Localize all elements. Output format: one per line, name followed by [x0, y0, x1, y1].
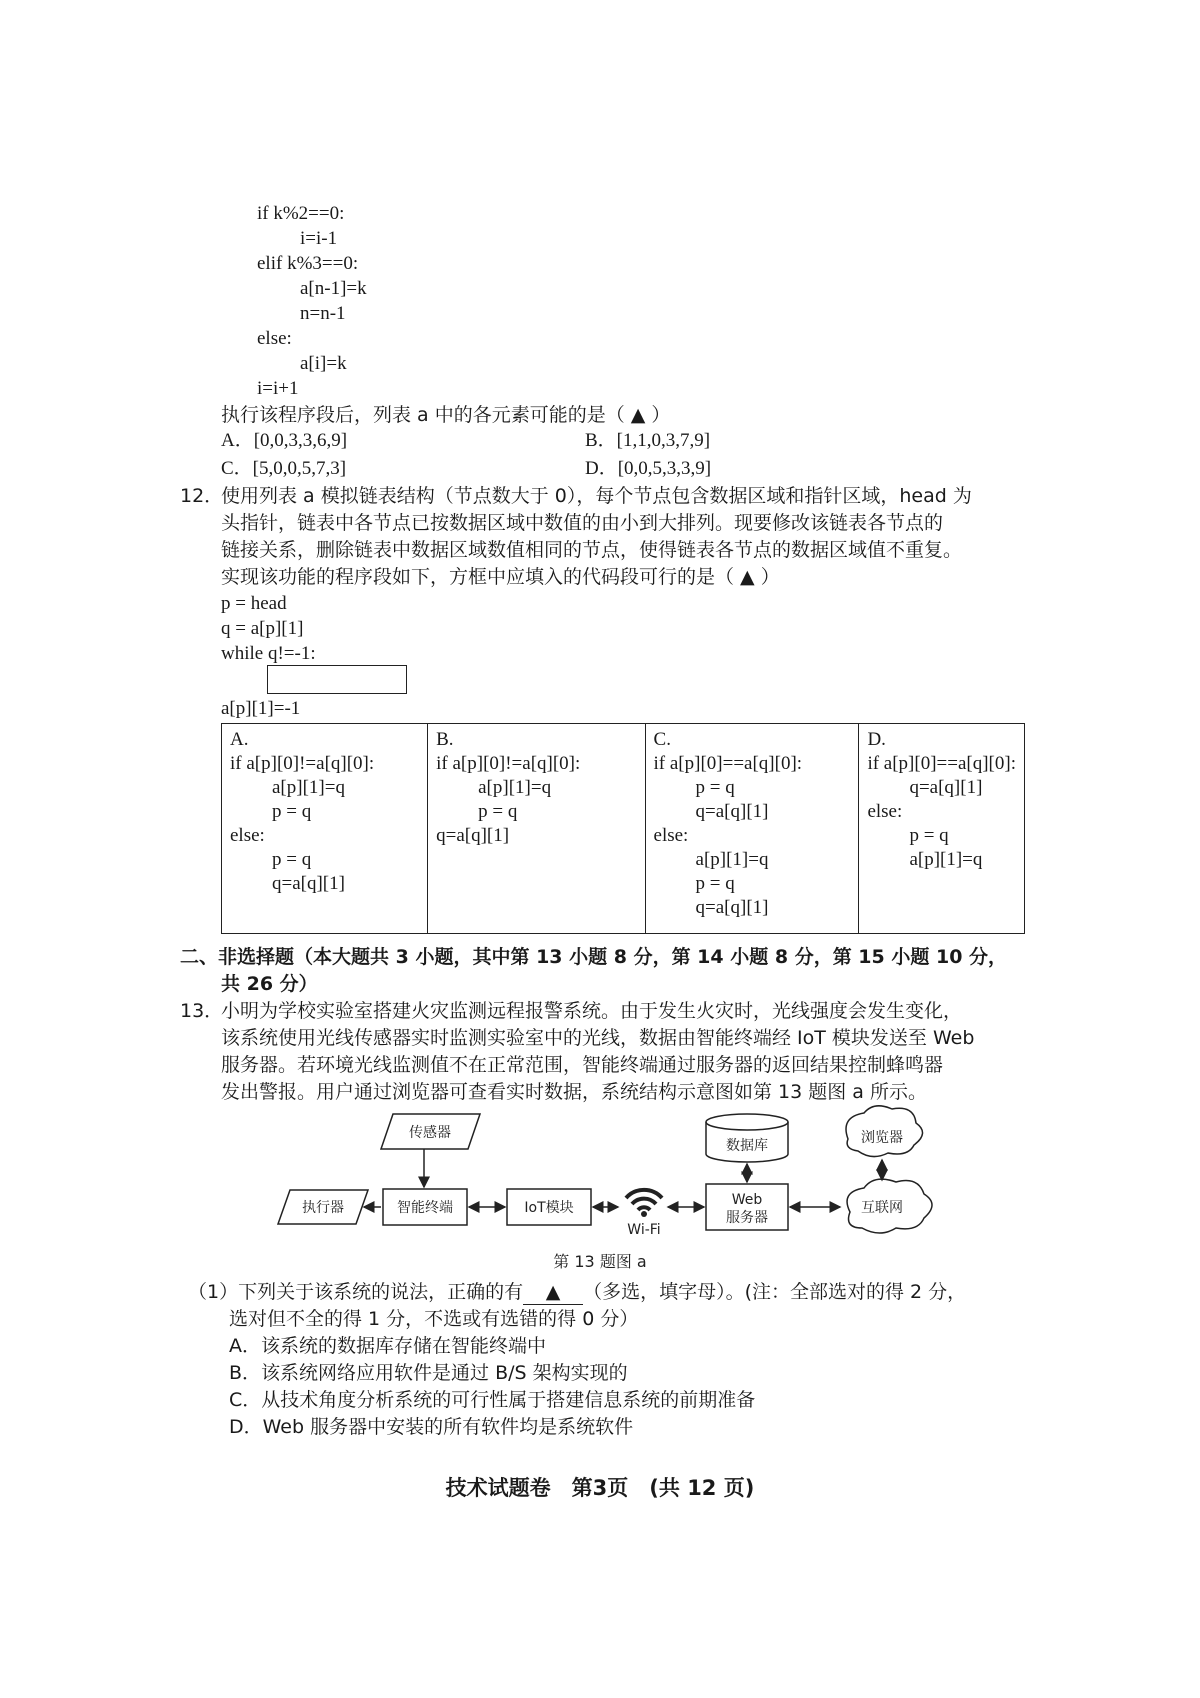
q11-code-line: i=i+1	[257, 378, 299, 399]
wifi-label: Wi-Fi	[627, 1222, 661, 1238]
q13-sub1-text: （1）下列关于该系统的说法，正确的有	[188, 1281, 524, 1303]
q12-code-line: a[p][1]=-1	[221, 698, 301, 719]
q13-stem-line: 服务器。若环境光线监测值不在正常范围，智能终端通过服务器的返回结果控制蜂鸣器	[221, 1054, 944, 1076]
sensor-label: 传感器	[409, 1125, 451, 1141]
q12-option-line: p = q	[272, 849, 312, 870]
q12-option-line: else:	[653, 825, 689, 846]
q12-option-line: p = q	[695, 873, 735, 894]
q12-option-line: p = q	[478, 801, 518, 822]
q11-code-line: a[n-1]=k	[300, 278, 367, 299]
q12-option-line: if a[p][0]==a[q][0]:	[867, 753, 1016, 774]
q13-stem-line: 发出警报。用户通过浏览器可查看实时数据，系统结构示意图如第 13 题图 a 所示。	[221, 1081, 927, 1103]
q12-option-line: q=a[q][1]	[695, 801, 769, 822]
q11-code-line: a[i]=k	[300, 353, 347, 374]
q11-option-c: C．[5,0,0,5,7,3]	[221, 458, 347, 479]
q13-sub1-note: 选对但不全的得 1 分，不选或有选错的得 0 分）	[229, 1308, 639, 1330]
q12-option-line: else:	[867, 801, 903, 822]
q12-option-line: a[p][1]=q	[909, 849, 983, 870]
q12-option-line: if a[p][0]!=a[q][0]:	[436, 753, 581, 774]
executor-label: 执行器	[302, 1200, 344, 1216]
q12-option-line: if a[p][0]!=a[q][0]:	[230, 753, 375, 774]
q11-code-line: elif k%3==0:	[257, 253, 359, 274]
browser-label: 浏览器	[861, 1130, 903, 1146]
q11-option-b: B．[1,1,0,3,7,9]	[585, 430, 711, 451]
q11-option-d: D．[0,0,5,3,3,9]	[585, 458, 712, 479]
q12-stem-line: 使用列表 a 模拟链表结构（节点数大于 0），每个节点包含数据区域和指针区域，head 为	[221, 485, 972, 507]
q13-number: 13．	[180, 1000, 224, 1022]
page-footer: 技术试题卷 第3页 (共 12 页)	[445, 1476, 755, 1500]
q13-sub1-blank: ▲	[523, 1280, 583, 1305]
q12-code-line: while q!=-1:	[221, 643, 316, 664]
database-label: 数据库	[726, 1138, 768, 1154]
q12-option-label: D.	[867, 729, 886, 750]
q12-option-label: A.	[230, 729, 249, 750]
q12-code-line: p = head	[221, 593, 287, 614]
q12-option-line: q=a[q][1]	[436, 825, 510, 846]
q12-option-line: q=a[q][1]	[272, 873, 345, 894]
internet-label: 互联网	[861, 1200, 903, 1216]
q11-code-line: if k%2==0:	[257, 203, 345, 224]
section-2-heading-cont: 共 26 分）	[221, 973, 318, 995]
q12-option-line: q=a[q][1]	[909, 777, 983, 798]
q13-sub1-option-b: B．该系统网络应用软件是通过 B/S 架构实现的	[229, 1362, 628, 1384]
q12-stem-line: 头指针，链表中各节点已按数据区域中数值的由小到大排列。现要修改该链表各节点的	[221, 512, 944, 534]
q12-option-label: C.	[653, 729, 671, 750]
web-server-label-line2: 服务器	[726, 1210, 768, 1226]
section-2-heading: 二、非选择题（本大题共 3 小题，其中第 13 小题 8 分，第 14 小题 8 分，第 15 小题 10 分，	[180, 946, 1008, 968]
q11-stem: 执行该程序段后，列表 a 中的各元素可能的是（ ▲ ）	[221, 404, 671, 426]
q12-code-line: q = a[p][1]	[221, 618, 304, 639]
q12-stem-line: 实现该功能的程序段如下，方框中应填入的代码段可行的是（ ▲ ）	[221, 566, 780, 588]
terminal-label: 智能终端	[397, 1200, 453, 1216]
q11-code-line: else:	[257, 328, 292, 349]
q12-stem-line: 链接关系，删除链表中数据区域数值相同的节点，使得链表各节点的数据区域值不重复。	[221, 539, 963, 561]
q12-option-line: p = q	[909, 825, 949, 846]
q11-option-a: A．[0,0,3,3,6,9]	[221, 430, 348, 451]
q12-option-line: q=a[q][1]	[695, 897, 769, 918]
q11-code-line: i=i-1	[300, 228, 338, 249]
q13-sub1-option-d: D．Web 服务器中安装的所有软件均是系统软件	[229, 1416, 634, 1438]
q13-sub1-option-c: C．从技术角度分析系统的可行性属于搭建信息系统的前期准备	[229, 1389, 756, 1411]
iot-module-label: IoT模块	[524, 1200, 574, 1216]
q12-option-line: a[p][1]=q	[478, 777, 552, 798]
q12-number: 12．	[180, 485, 224, 507]
q12-option-line: a[p][1]=q	[695, 849, 769, 870]
web-server-label-line1: Web	[731, 1192, 763, 1208]
q13-sub1-option-a: A．该系统的数据库存储在智能终端中	[229, 1335, 546, 1357]
q13-sub1-text-b: （多选，填字母）。(注：全部选对的得 2 分，	[583, 1281, 967, 1303]
q12-option-label: B.	[436, 729, 454, 750]
q13-sub1-line	[188, 1280, 966, 1305]
wifi-icon	[626, 1190, 662, 1210]
q13-stem-line: 该系统使用光线传感器实时监测实验室中的光线，数据由智能终端经 IoT 模块发送至 Web	[221, 1027, 975, 1049]
q11-code-line: n=n-1	[300, 303, 346, 324]
q13-stem-line: 小明为学校实验室搭建火灾监测远程报警系统。由于发生火灾时，光线强度会发生变化，	[221, 1000, 963, 1022]
q12-option-line: a[p][1]=q	[272, 777, 345, 798]
q12-option-line: else:	[230, 825, 265, 846]
q12-option-line: p = q	[695, 777, 735, 798]
q12-option-line: if a[p][0]==a[q][0]:	[653, 753, 803, 774]
figure-caption: 第 13 题图 a	[553, 1252, 647, 1271]
q12-option-line: p = q	[272, 801, 312, 822]
